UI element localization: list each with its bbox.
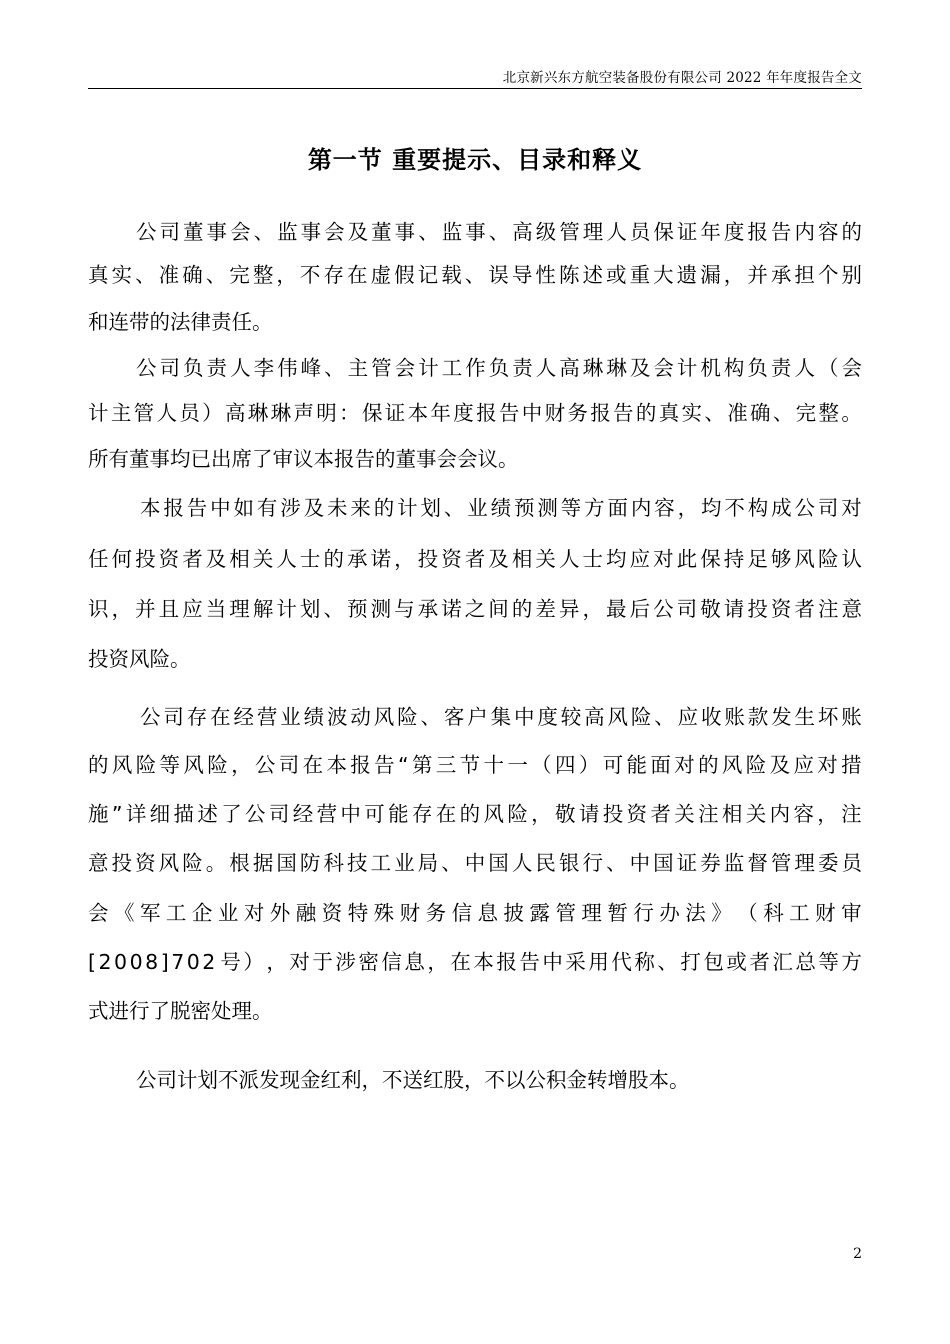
text-line: 施 ” 详 细 描 述 了 公 司 经 营 中 可 能 存 在 的 风 险 ， 敬 请 投 资 者 关 注 相 关 内 容 ， 注 xyxy=(88,802,862,826)
text-line: 会 《 军 工 企 业 对 外 融 资 特 殊 财 务 信 息 披 露 管 理 暂 行 办 法 》 （ 科 工 财 审 xyxy=(88,901,862,925)
text-line: 和连带的法律责任。 xyxy=(88,310,273,334)
text-line: 的 风 险 等 风 险 ， 公 司 在 本 报 告 “ 第 三 节 十 一 （ 四 ） 可 能 面 对 的 风 险 及 应 对 措 xyxy=(88,753,862,777)
section-title: 第一节 重要提示、目录和释义 xyxy=(307,146,643,174)
text-line: 所有董事均已出席了审议本报告的董事会会议。 xyxy=(88,447,519,471)
text-line: [ 2 0 0 8 ] 7 0 2 号 ） ， 对 于 涉 密 信 息 ， 在 本 报 告 中 采 用 代 称 、 打 包 或 者 汇 总 等 方 xyxy=(88,950,862,974)
text-line: 式进行了脱密处理。 xyxy=(88,999,273,1023)
report-header-title: 北京新兴东方航空装备股份有限公司 2022 年年度报告全文 xyxy=(502,70,862,86)
text-line: 公 司 董 事 会 、 监 事 会 及 董 事 、 监 事 、 高 级 管 理 人 员 保 证 年 度 报 告 内 容 的 xyxy=(136,220,862,244)
header-divider xyxy=(88,88,862,89)
text-line: 公司计划不派发现金红利，不送红股，不以公积金转增股本。 xyxy=(136,1068,690,1092)
text-line: 公 司 存 在 经 营 业 绩 波 动 风 险 、 客 户 集 中 度 较 高 风 险 、 应 收 账 款 发 生 坏 账 xyxy=(140,705,862,729)
text-line: 识 ， 并 且 应 当 理 解 计 划 、 预 测 与 承 诺 之 间 的 差 异 ， 最 后 公 司 敬 请 投 资 者 注 意 xyxy=(88,597,862,621)
page-number: 2 xyxy=(853,1246,862,1262)
text-line: 本 报 告 中 如 有 涉 及 未 来 的 计 划 、 业 绩 预 测 等 方 面 内 容 ， 均 不 构 成 公 司 对 xyxy=(140,496,862,520)
text-line: 真 实 、 准 确 、 完 整 ， 不 存 在 虚 假 记 载 、 误 导 性 陈 述 或 重 大 遗 漏 ， 并 承 担 个 别 xyxy=(88,263,862,287)
text-line: 任 何 投 资 者 及 相 关 人 士 的 承 诺 ， 投 资 者 及 相 关 人 士 均 应 对 此 保 持 足 够 风 险 认 xyxy=(88,547,862,571)
text-line: 投资风险。 xyxy=(88,647,191,671)
text-line: 计 主 管 人 员 ） 高 琳 琳 声 明 ： 保 证 本 年 度 报 告 中 财 务 报 告 的 真 实 、 准 确 、 完 整 。 xyxy=(88,401,862,425)
text-line: 公 司 负 责 人 李 伟 峰 、 主 管 会 计 工 作 负 责 人 高 琳 琳 及 会 计 机 构 负 责 人 （ 会 xyxy=(136,356,862,380)
text-line: 意 投 资 风 险 。 根 据 国 防 科 技 工 业 局 、 中 国 人 民 银 行 、 中 国 证 券 监 督 管 理 委 员 xyxy=(88,851,862,875)
